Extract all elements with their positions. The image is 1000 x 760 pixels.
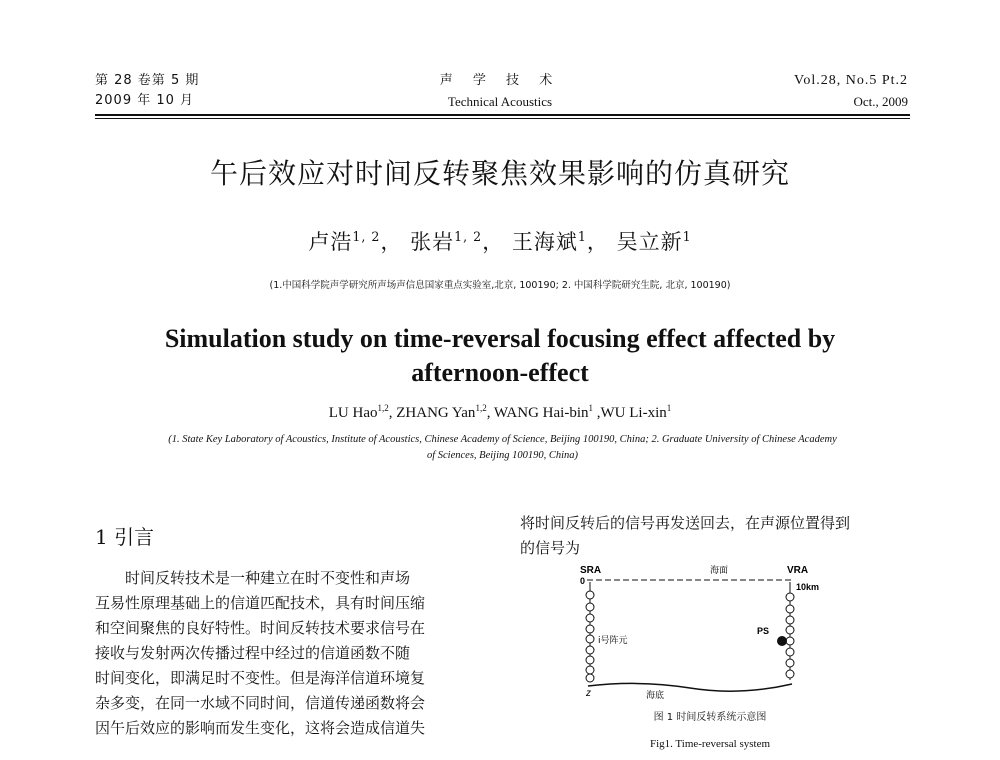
array-element-marker <box>786 616 794 624</box>
array-element-marker <box>586 674 594 682</box>
array-element-marker <box>786 637 794 645</box>
author-en: ZHANG Yan$^{1,2}$, <box>396 403 494 421</box>
array-element-marker <box>786 670 794 678</box>
body-line: 将时间反转后的信号再发送回去，在声源位置得到 <box>520 514 851 532</box>
label-z: z <box>586 688 591 699</box>
body-line: 互易性原理基础上的信道匹配技术，具有时间压缩 <box>95 594 426 612</box>
header-rule-thick <box>95 114 910 116</box>
author-cn: 张岩$^{1, 2}$， <box>410 229 505 254</box>
section-body-right <box>520 511 915 561</box>
array-element-marker <box>586 603 594 611</box>
label-zero: 0 <box>580 576 586 586</box>
header-rule-thin <box>95 118 910 119</box>
array-element-marker <box>786 659 794 667</box>
body-line: 和空间聚焦的良好特性。时间反转技术要求信号在 <box>95 619 426 637</box>
authors-cn <box>0 226 1000 256</box>
body-line: 杂多变，在同一水域不同时间，信道传递函数将会 <box>95 694 426 712</box>
journal-name-en: Technical Acoustics <box>447 94 553 109</box>
body-line: 接收与发射两次传播过程中经过的信道函数不随 <box>95 644 411 662</box>
authors-en <box>0 403 1000 422</box>
array-element-marker <box>586 625 594 633</box>
array-element-marker <box>786 605 794 613</box>
paper-title-en <box>60 322 940 390</box>
section-heading-introduction: 1 引言 <box>95 525 155 549</box>
seabed-line <box>588 683 792 691</box>
label-sea-surface: 海面 <box>710 566 729 576</box>
affiliation-cn: (1.中国科学院声学研究所声场声信息国家重点实验室,北京, 100190; 2. 中国科学院研究生院, 北京, 100190) <box>269 280 731 291</box>
array-element-marker <box>786 648 794 656</box>
body-line: 因午后效应的影响而发生变化，这将会造成信道失 <box>95 719 426 737</box>
author-en: LU Hao$^{1,2}$, <box>328 403 397 421</box>
author-cn: 卢浩$^{1, 2}$， <box>308 229 403 254</box>
body-line: 时间变化，即满足时不变性。但是海洋信道环境复 <box>95 669 426 687</box>
label-sra: SRA <box>580 565 602 576</box>
array-element-marker <box>586 591 594 599</box>
figure-caption-cn: 图 1 时间反转系统示意图 <box>653 712 767 723</box>
paper-title-en-line2: afternoon-effect <box>411 358 589 387</box>
array-element-marker <box>586 635 594 643</box>
affiliation-en-line1: (1. State Key Laboratory of Acoustics, Institute of Acoustics, Chinese Academy of Science, Beijing 100190, China; 2. Graduate University of Chinese Academy <box>168 434 837 445</box>
volume-issue-en: Vol.28, No.5 Pt.2 <box>794 73 908 88</box>
volume-issue-cn: 第 28 卷第 5 期 <box>95 73 200 88</box>
figure-caption-en: Fig1. Time-reversal system <box>649 738 771 750</box>
point-source-marker <box>777 636 787 646</box>
array-element-marker <box>586 666 594 674</box>
label-ps: PS <box>757 626 770 636</box>
body-line: 的信号为 <box>520 539 581 557</box>
affiliation-en <box>95 432 910 464</box>
label-vra: VRA <box>787 565 809 576</box>
affiliation-en-line2: of Sciences, Beijing 100190, China) <box>426 450 579 461</box>
label-array-element: i号阵元 <box>598 636 628 646</box>
array-element-marker <box>586 646 594 654</box>
date-cn: 2009 年 10 月 <box>95 93 195 108</box>
journal-name-cn: 声 学 技 术 <box>439 73 561 88</box>
author-cn: 王海斌$^1$， <box>511 229 609 254</box>
label-10km: 10km <box>796 582 820 592</box>
array-element-marker <box>586 614 594 622</box>
figure-time-reversal-system <box>560 562 860 722</box>
author-en: WU Li-xin$^1$ <box>600 403 672 421</box>
section-body-left <box>95 566 495 741</box>
array-element-marker <box>786 626 794 634</box>
label-seabed: 海底 <box>646 691 665 701</box>
paper-title-cn: 午后效应对时间反转聚焦效果影响的仿真研究 <box>209 157 790 190</box>
sra-array-elements <box>586 591 594 682</box>
array-element-marker <box>786 593 794 601</box>
body-line: 时间反转技术是一种建立在时不变性和声场 <box>125 569 411 587</box>
date-en: Oct., 2009 <box>853 94 908 109</box>
array-element-marker <box>586 656 594 664</box>
author-cn: 吴立新$^1$ <box>616 229 692 254</box>
author-en: WANG Hai-bin$^1$ , <box>493 403 601 421</box>
paper-title-en-line1: Simulation study on time-reversal focusing effect affected by <box>164 324 836 353</box>
